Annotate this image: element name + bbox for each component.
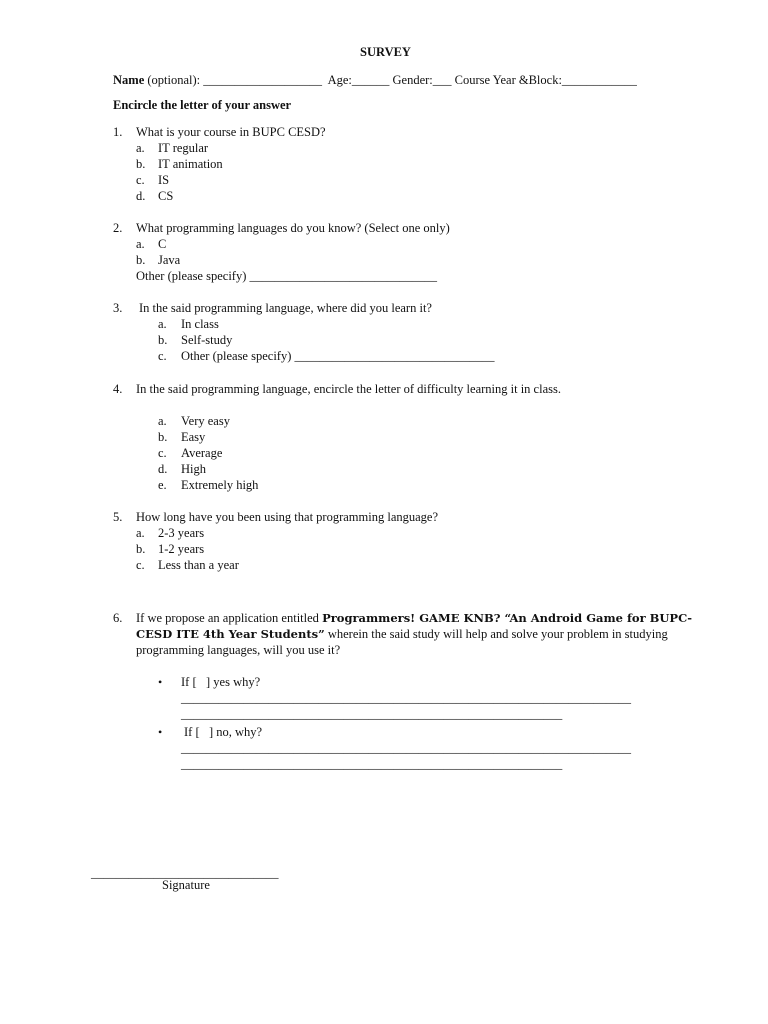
q6-intro: If we propose an application entitled [136, 611, 323, 625]
q3-option-c-letter: c. [158, 349, 167, 363]
q2-option-b-letter: b. [136, 253, 146, 267]
q6-yes-prompt: If [ ] yes why? [181, 675, 261, 689]
q6-no-prompt: If [ ] no, why? [184, 725, 263, 739]
q1-option-b-letter: b. [136, 157, 146, 171]
signature-line: ______________________________ [91, 866, 279, 880]
question-3-number: 3. [113, 301, 123, 315]
question-5-number: 5. [113, 510, 123, 524]
q1-option-c: IS [158, 173, 170, 187]
signature-label: Signature [162, 878, 210, 892]
q2-other-specify: Other (please specify) ______________________________ [136, 269, 437, 283]
q6-no-answer-line-1: ________________________________________________________________________ [181, 741, 631, 755]
question-3-text: In the said programming language, where did you learn it? [139, 301, 432, 315]
q4-option-e: Extremely high [181, 478, 259, 492]
name-label: Name [113, 73, 145, 87]
question-4-number: 4. [113, 382, 123, 396]
q4-option-d: High [181, 462, 206, 476]
question-1-text: What is your course in BUPC CESD? [136, 125, 326, 139]
q2-option-a: C [158, 237, 167, 251]
question-5-text: How long have you been using that programming language? [136, 510, 439, 524]
q6-app-title-part-2: CESD ITE 4th Year Students” [136, 627, 325, 641]
respondent-info-line [113, 72, 637, 88]
q5-option-c-letter: c. [136, 558, 145, 572]
page-title: SURVEY [360, 45, 411, 59]
question-6-line-2 [136, 626, 668, 642]
q4-option-c-letter: c. [158, 446, 167, 460]
respondent-fields: (optional): ___________________ Age:______ Gender:___ Course Year &Block:____________ [144, 73, 637, 87]
q5-option-a: 2-3 years [158, 526, 205, 540]
q6-yes-answer-line-2: _____________________________________________________________ [181, 707, 563, 721]
q1-option-d-letter: d. [136, 189, 146, 203]
q5-option-a-letter: a. [136, 526, 145, 540]
q5-option-c: Less than a year [158, 558, 239, 572]
q6-no-answer-line-2: _____________________________________________________________ [181, 757, 563, 771]
q4-option-a: Very easy [181, 414, 230, 428]
question-2-text: What programming languages do you know? (Select one only) [136, 221, 450, 235]
question-2-number: 2. [113, 221, 123, 235]
q5-option-b: 1-2 years [158, 542, 205, 556]
q1-option-a-letter: a. [136, 141, 145, 155]
q3-option-b-letter: b. [158, 333, 168, 347]
q5-option-b-letter: b. [136, 542, 146, 556]
q3-option-a-letter: a. [158, 317, 167, 331]
bullet-icon: • [158, 675, 163, 689]
q4-option-c: Average [181, 446, 223, 460]
q1-option-a: IT regular [158, 141, 209, 155]
instruction: Encircle the letter of your answer [113, 98, 292, 112]
q4-option-d-letter: d. [158, 462, 168, 476]
q3-option-a: In class [181, 317, 219, 331]
q6-app-title-part-1: Programmers! GAME KNB? “An Android Game for BUPC- [322, 611, 692, 625]
question-6-line-3: programming languages, will you use it? [136, 643, 341, 657]
question-1-number: 1. [113, 125, 123, 139]
question-4-text: In the said programming language, encircle the letter of difficulty learning it in class. [136, 382, 561, 396]
q4-option-a-letter: a. [158, 414, 167, 428]
q1-option-c-letter: c. [136, 173, 145, 187]
q4-option-b-letter: b. [158, 430, 168, 444]
q1-option-b: IT animation [158, 157, 223, 171]
bullet-icon: • [158, 725, 163, 739]
q4-option-e-letter: e. [158, 478, 167, 492]
question-6-line-1 [136, 610, 692, 626]
q3-option-c: Other (please specify) ________________________________ [181, 349, 495, 363]
q4-option-b: Easy [181, 430, 206, 444]
q6-description: wherein the said study will help and solve your problem in studying [324, 627, 668, 641]
q6-yes-answer-line-1: ________________________________________________________________________ [181, 691, 631, 705]
question-6-number: 6. [113, 611, 123, 625]
q2-option-a-letter: a. [136, 237, 145, 251]
q1-option-d: CS [158, 189, 174, 203]
q2-option-b: Java [158, 253, 181, 267]
q3-option-b: Self-study [181, 333, 233, 347]
